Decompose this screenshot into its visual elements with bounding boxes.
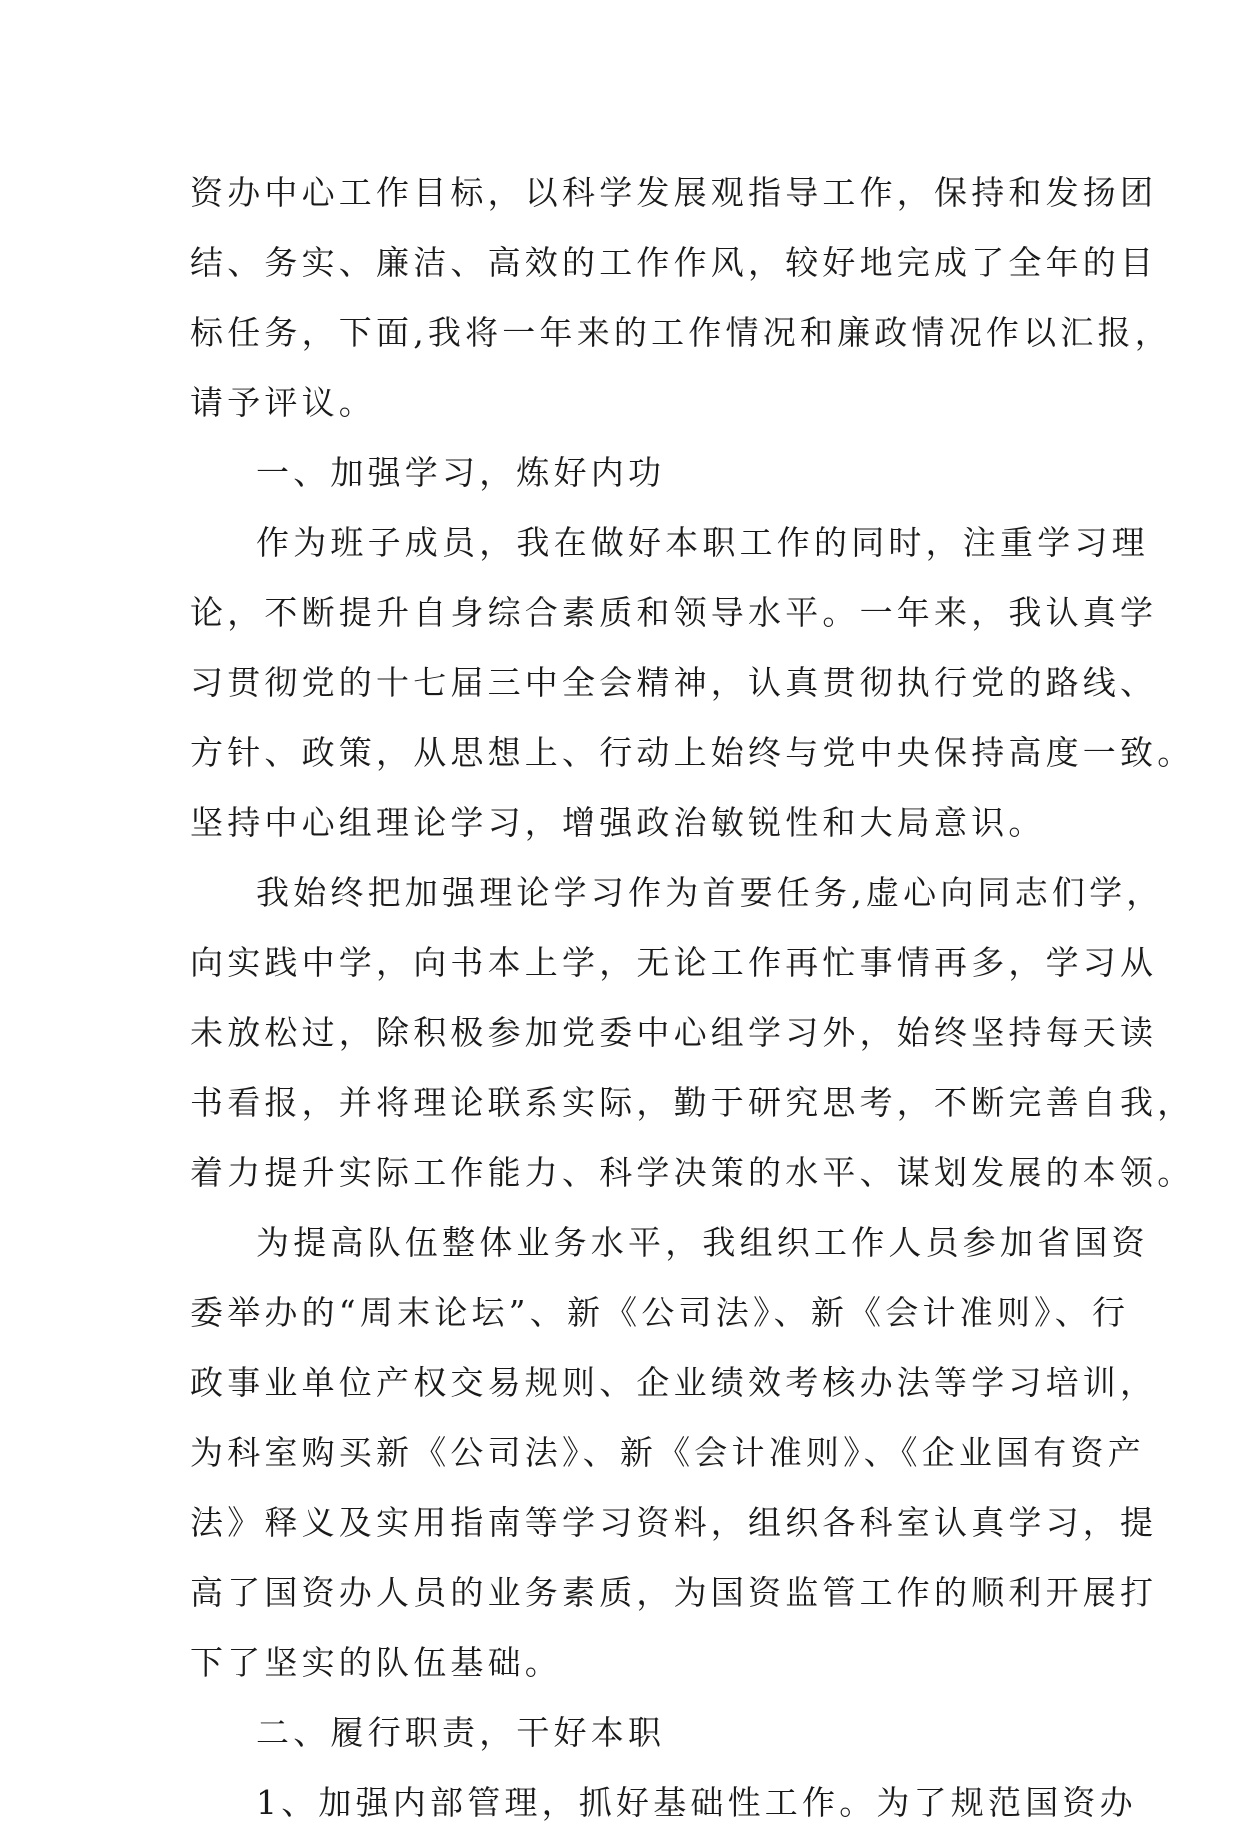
text-line: 习贯彻党的十七届三中全会精神，认真贯彻执行党的路线、 [190, 663, 1158, 702]
text-line: 法》释义及实用指南等学习资料，组织各科室认真学习，提 [190, 1503, 1158, 1542]
text-line: 方针、政策，从思想上、行动上始终与党中央保持高度一致。 [190, 733, 1195, 772]
text-line: 我始终把加强理论学习作为首要任务,虚心向同志们学， [256, 873, 1164, 912]
text-line: 资办中心工作目标，以科学发展观指导工作，保持和发扬团 [190, 173, 1158, 212]
text-line: 作为班子成员，我在做好本职工作的同时，注重学习理 [256, 523, 1149, 562]
text-line: 标任务，下面,我将一年来的工作情况和廉政情况作以汇报， [190, 313, 1172, 352]
text-line: 坚持中心组理论学习，增强政治敏锐性和大局意识。 [190, 803, 1046, 842]
text-line: 着力提升实际工作能力、科学决策的水平、谋划发展的本领。 [190, 1153, 1195, 1192]
text-line: 请予评议。 [190, 383, 376, 422]
section-heading: 二、履行职责，干好本职 [256, 1713, 666, 1752]
document-body [190, 158, 1195, 1838]
text-line: 向实践中学，向书本上学，无论工作再忙事情再多，学习从 [190, 943, 1158, 982]
text-line: 结、务实、廉洁、高效的工作作风，较好地完成了全年的目 [190, 243, 1158, 282]
text-line: 下了坚实的队伍基础。 [190, 1643, 562, 1682]
text-line: 书看报，并将理论联系实际，勤于研究思考，不断完善自我， [190, 1083, 1195, 1122]
text-line: 未放松过，除积极参加党委中心组学习外，始终坚持每天读 [190, 1013, 1158, 1052]
text-line: 论，不断提升自身综合素质和领导水平。一年来，我认真学 [190, 593, 1158, 632]
text-line: 政事业单位产权交易规则、企业绩效考核办法等学习培训， [190, 1363, 1158, 1402]
text-line: 高了国资办人员的业务素质，为国资监管工作的顺利开展打 [190, 1573, 1158, 1612]
text-line: 1、加强内部管理，抓好基础性工作。为了规范国资办 [256, 1783, 1137, 1822]
section-heading: 一、加强学习，炼好内功 [256, 453, 666, 492]
text-line: 委举办的“周末论坛”、新《公司法》、新《会计准则》、行 [190, 1293, 1130, 1332]
text-line: 为提高队伍整体业务水平，我组织工作人员参加省国资 [256, 1223, 1149, 1262]
text-line: 为科室购买新《公司法》、新《会计准则》、《企业国有资产 [190, 1433, 1145, 1472]
